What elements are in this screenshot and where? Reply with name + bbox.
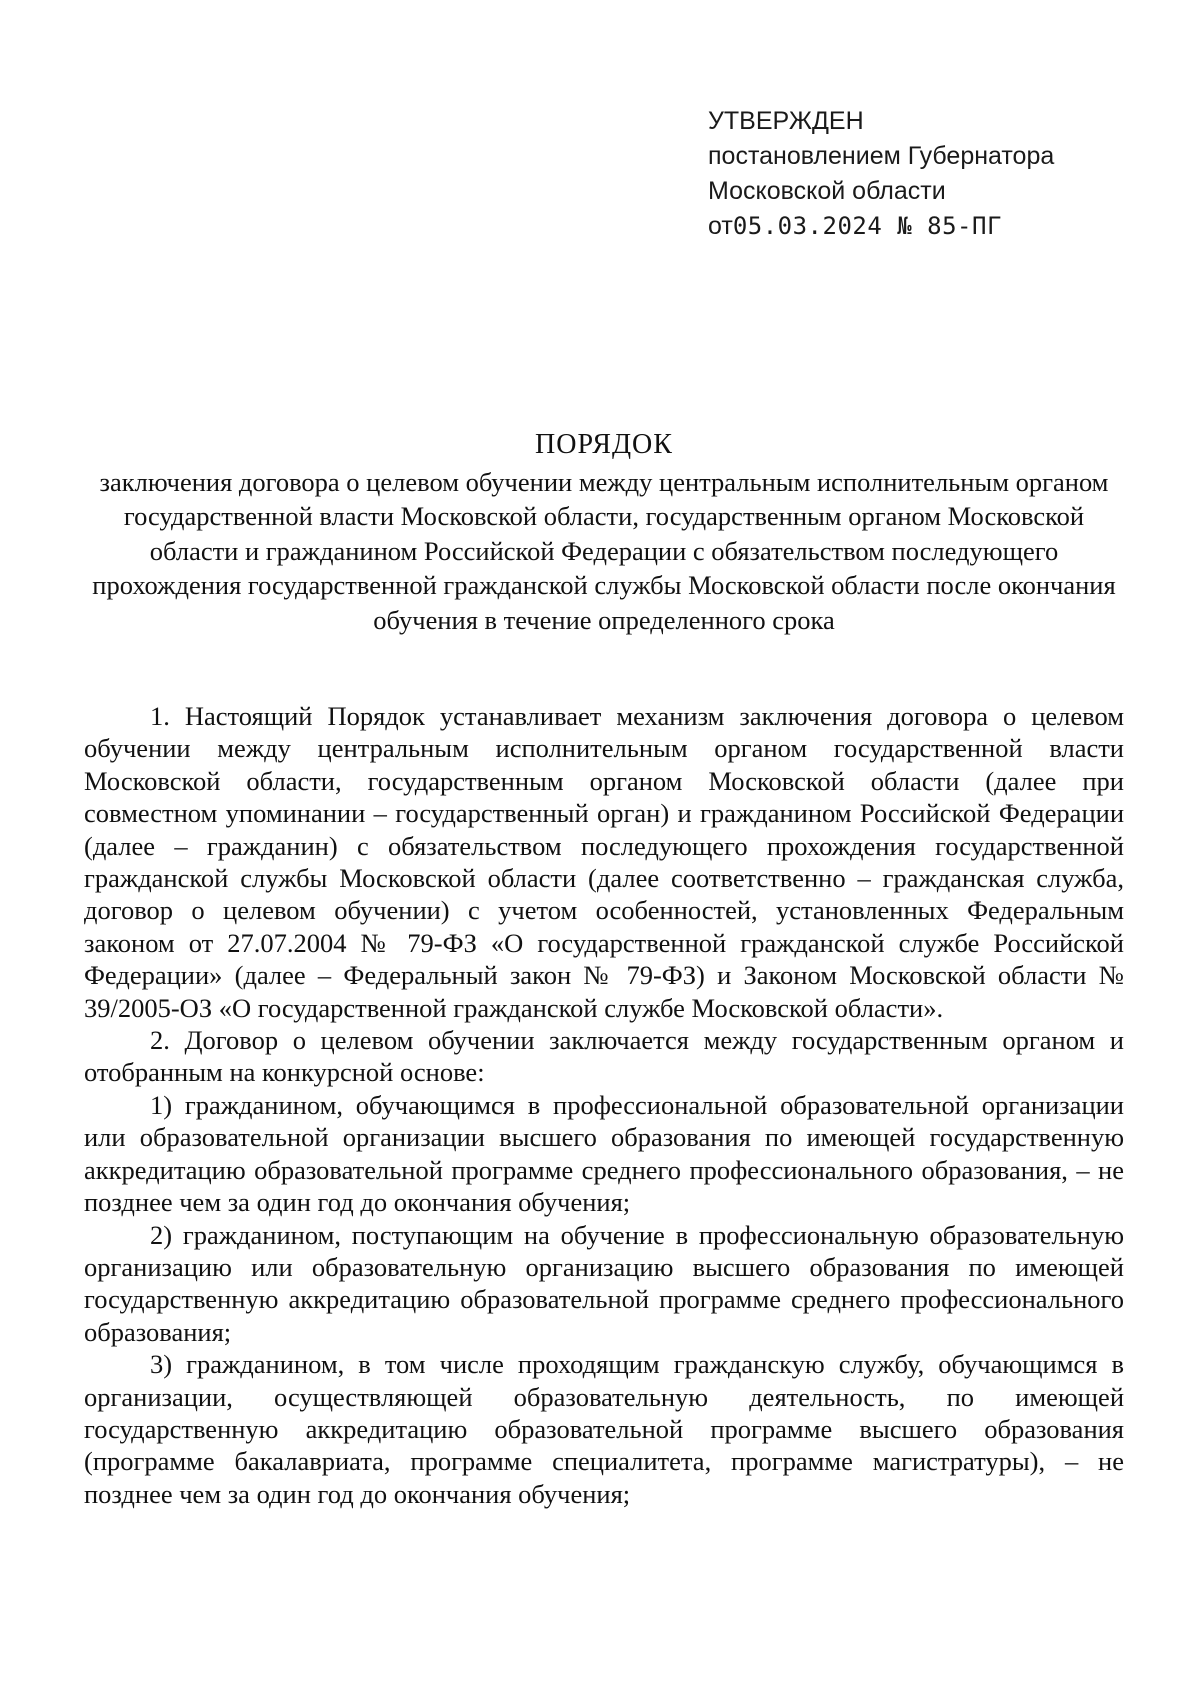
approval-date-prefix: от: [708, 212, 733, 240]
list-item-2: 2) гражданином, поступающим на обучение в профессиональную образовательную организацию или образовательную организацию высшего образования по имеющей государственную аккредитацию образовательной программе среднего профессионального образования;: [84, 1219, 1124, 1347]
approval-date-number: 05.03.2024 № 85-ПГ: [732, 212, 1002, 240]
document-title: ПОРЯДОК: [535, 429, 673, 460]
paragraph-2: 2. Договор о целевом обучении заключается между государственным органом и отобранным на конкурсной основе:: [84, 1025, 1124, 1088]
document-subtitle: заключения договора о целевом обучении между центральным исполнительным органом государственной власти Московской области, государственным органом Московской области и гражданином Российской Федерации с обязательством последующего прохождения государственной гражданской службы Московской области после окончания обучения в течение определенного срока: [92, 466, 1116, 635]
approved-label: УТВЕРЖДЕН: [708, 107, 864, 135]
list-item-1: 1) гражданином, обучающимся в профессиональной образовательной организации или образовательной организации высшего образования по имеющей государственную аккредитацию образовательной программе среднего профессионального образования, – не позднее чем за один год до окончания обучения;: [84, 1089, 1124, 1218]
approval-line-1: постановлением Губернатора: [708, 142, 1055, 170]
list-item-3: 3) гражданином, в том числе проходящим гражданскую службу, обучающимся в организации, осуществляющей образовательную деятельность, по имеющей государственную аккредитацию образовательной программе высшего образования (программе бакалавриата, программе специалитета, программе магистратуры), – не позднее чем за один год до окончания обучения;: [84, 1349, 1124, 1509]
paragraph-1: 1. Настоящий Порядок устанавливает механизм заключения договора о целевом обучении между центральным исполнительным органом государственной власти Московской области, государственным органом Московской области (далее при совместном упоминании – государственный орган) и гражданином Российской Федерации (далее – гражданин) с обязательством последующего прохождения государственной гражданской службы Московской области (далее соответственно – гражданская служба, договор о целевом обучении) с учетом особенностей, установленных Федеральным законом от 27.07.2004 № 79-ФЗ «О государственной гражданской службе Российской Федерации» (далее – Федеральный закон № 79-ФЗ) и Законом Московской области № 39/2005-ОЗ «О государственной гражданской службе Московской области».: [84, 701, 1124, 1023]
document-body: [84, 700, 1124, 1510]
approval-date-line: [708, 209, 1128, 244]
approval-line-2: Московской области: [708, 177, 946, 205]
approval-block: [708, 104, 1128, 244]
document-title-block: [84, 428, 1124, 637]
